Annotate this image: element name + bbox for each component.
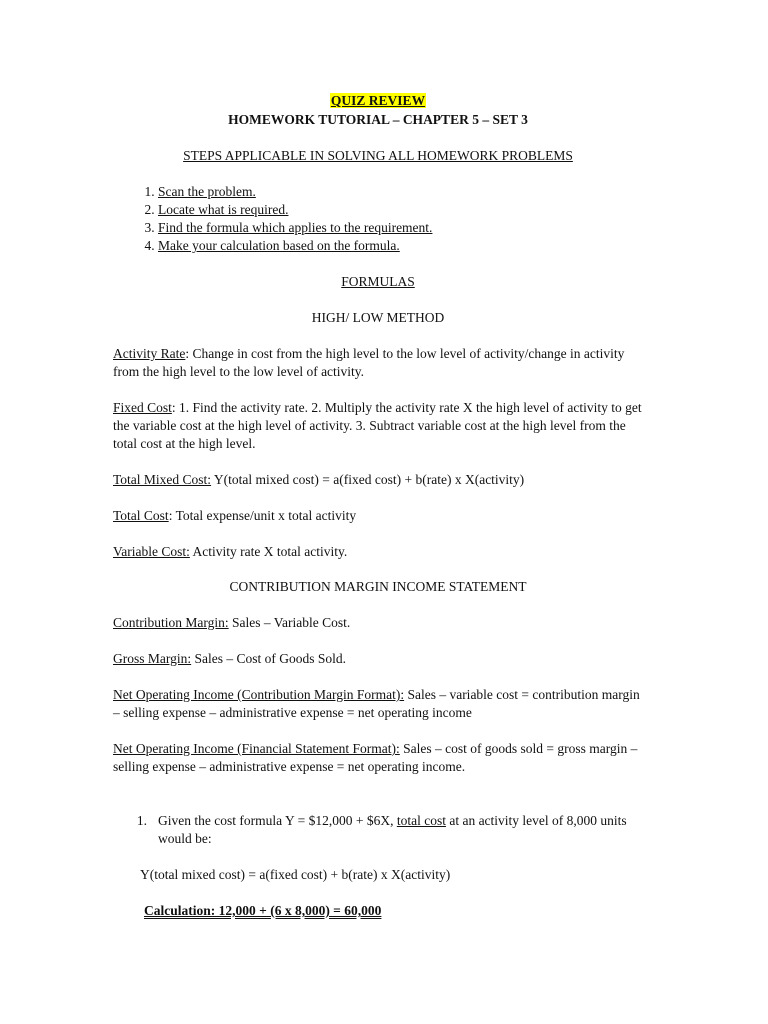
list-item: 4. Make your calculation based on the formula. xyxy=(158,237,643,255)
term: Variable Cost: xyxy=(113,544,190,559)
total-mixed-cost-definition: Total Mixed Cost: Y(total mixed cost) = a(fixed cost) + b(rate) x X(activity) xyxy=(113,472,525,487)
formulas-heading: FORMULAS xyxy=(341,274,415,289)
highlow-heading: HIGH/ LOW METHOD xyxy=(311,310,445,325)
term: Net Operating Income (Financial Statement Format): xyxy=(113,741,400,756)
calculation xyxy=(113,902,643,920)
variable-cost-definition: Variable Cost: Activity rate X total activity. xyxy=(113,544,348,559)
term: Activity Rate xyxy=(113,346,186,361)
noi-fs-definition: Net Operating Income (Financial Statement Format): Sales – cost of goods sold = gross margin – selling expense – administrative expense = net operating income. xyxy=(113,741,638,774)
question-1 xyxy=(113,812,643,848)
question-number: 1. xyxy=(136,813,147,828)
term: Total Cost xyxy=(113,508,169,523)
homework-subtitle: HOMEWORK TUTORIAL – CHAPTER 5 – SET 3 xyxy=(228,112,528,127)
cm-heading: CONTRIBUTION MARGIN INCOME STATEMENT xyxy=(229,579,527,594)
term: Total Mixed Cost: xyxy=(113,472,212,487)
gross-margin-definition: Gross Margin: Sales – Cost of Goods Sold. xyxy=(113,651,347,666)
activity-rate-definition: Activity Rate: Change in cost from the high level to the low level of activity/change in activity from the high level to the low level of activity. xyxy=(113,346,625,379)
total-cost-emphasis: total cost xyxy=(396,813,446,828)
list-item: 3. Find the formula which applies to the requirement. xyxy=(158,219,643,237)
term: Gross Margin: xyxy=(113,651,192,666)
term: Contribution Margin: xyxy=(113,615,229,630)
question-text: Given the cost formula Y = $12,000 + $6X, total cost at an activity level of 8,000 units would be: xyxy=(158,813,627,846)
noi-cm-definition: Net Operating Income (Contribution Margin Format): Sales – variable cost = contribution margin – selling expense – administrative expense = net operating income xyxy=(113,687,640,720)
quiz-review-title: QUIZ REVIEW xyxy=(330,93,426,108)
calculation-text: Calculation: 12,000 + (6 x 8,000) = 60,000 xyxy=(144,903,382,918)
fixed-cost-definition: Fixed Cost: 1. Find the activity rate. 2. Multiply the activity rate X the high level of activity to get the variable cost at the high level of activity. 3. Subtract variable cost at the high level from the total cost at the high level. xyxy=(113,400,642,451)
title-block xyxy=(113,92,643,110)
list-item: 2. Locate what is required. xyxy=(158,201,643,219)
total-cost-definition: Total Cost: Total expense/unit x total activity xyxy=(113,508,357,523)
list-item: 1. Scan the problem. xyxy=(158,183,643,201)
steps-heading: STEPS APPLICABLE IN SOLVING ALL HOMEWORK PROBLEMS xyxy=(183,148,573,163)
document-page xyxy=(113,92,643,920)
question-formula: Y(total mixed cost) = a(fixed cost) + b(rate) x X(activity) xyxy=(140,867,451,882)
term: Fixed Cost xyxy=(113,400,172,415)
contribution-margin-definition: Contribution Margin: Sales – Variable Cost. xyxy=(113,615,351,630)
steps-list xyxy=(113,183,643,255)
term: Net Operating Income (Contribution Margin Format): xyxy=(113,687,405,702)
